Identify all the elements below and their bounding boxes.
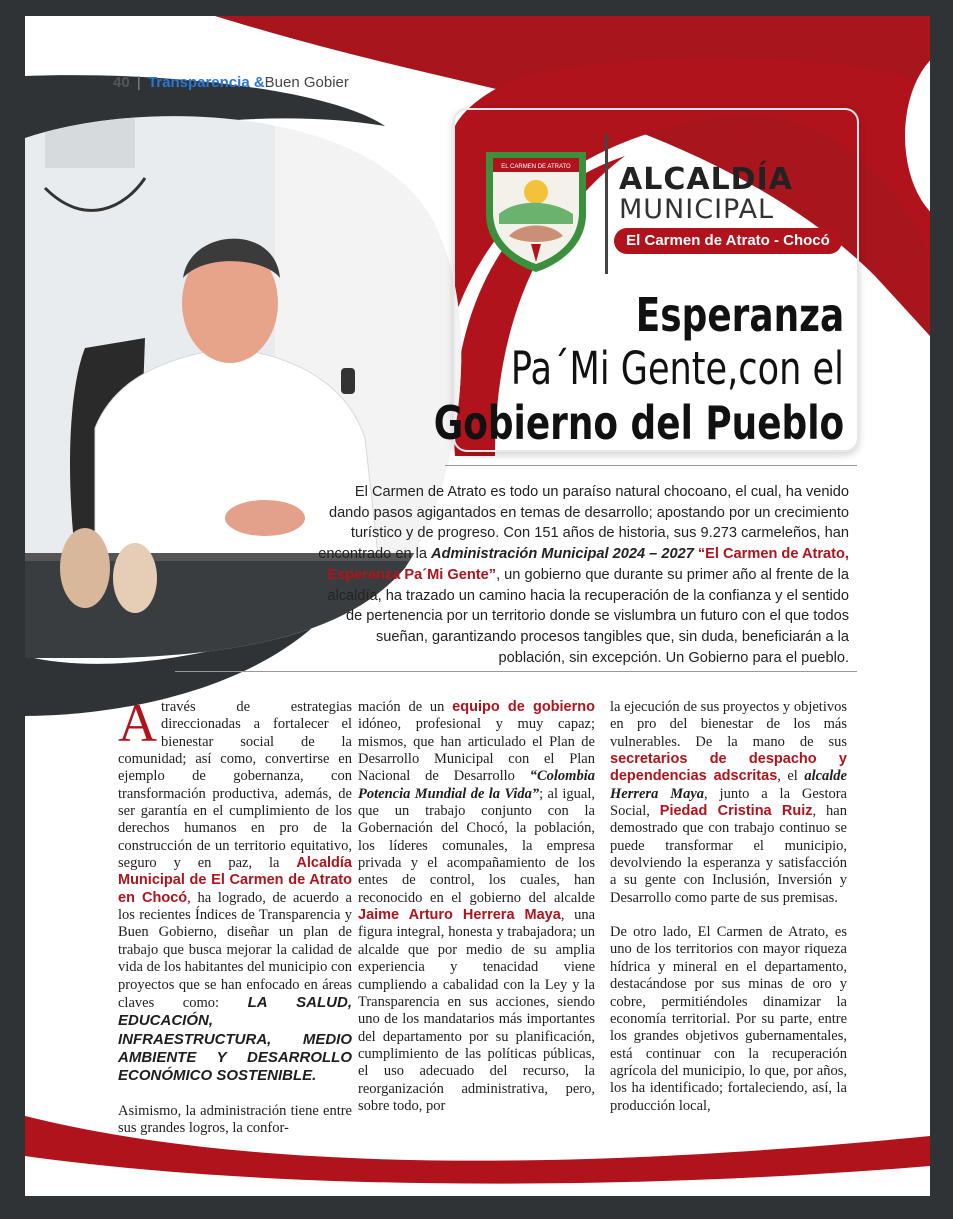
col1-text-1: través de estrategias direccionadas a fortalecer el bienestar social de la comunidad; así como, convertirse en ejemplo de gobernanza, con transformación productiva, además, de ser garantía en el cumplimiento de los derechos humanos en pro de la construcción de un territorio equitativo, seguro y en paz, la bbox=[118, 699, 352, 872]
page-number: 40 bbox=[113, 74, 130, 91]
body-column-1 bbox=[118, 693, 352, 1154]
running-header bbox=[113, 74, 349, 91]
header-word-transparencia: Transparencia bbox=[147, 74, 250, 91]
col2-equipo-highlight: equipo de gobierno bbox=[452, 699, 595, 715]
col3-text-3: , junto a la Gestora Social, bbox=[610, 785, 847, 820]
intro-admin-bold: Administración Municipal 2024 – 2027 bbox=[431, 546, 694, 563]
header-word-buen-gobierno: Buen Gobier bbox=[264, 74, 349, 91]
col3-text-2: , el bbox=[777, 768, 805, 785]
title-line-2: Pa´Mi Gente,con el bbox=[511, 342, 844, 395]
body-column-2 bbox=[358, 699, 595, 1132]
intro-text-1: El Carmen de Atrato es todo un paraíso natural chocoano, el cual, ha venido dando pasos agigantados en temas de desarrollo; apostando por un crecimiento turístico y de progreso. Con 151 años de historia, sus 9.273 carmeleños, han encontrado en la bbox=[318, 484, 849, 563]
title-line-1: Esperanza bbox=[635, 288, 844, 342]
col2-mayor-name: Jaime Arturo Herrera Maya bbox=[358, 907, 561, 924]
col3-secretarios-highlight: secretarios de despacho y dependencias adscritas bbox=[610, 751, 847, 785]
rule-bottom bbox=[175, 671, 857, 672]
logo-municipality-pill: El Carmen de Atrato - Chocó bbox=[614, 228, 842, 254]
col3-paragraph-2: De otro lado, El Carmen de Atrato, es uno de los territorios con mayor riqueza hídrica y mineral en el departamento, destacándose por sus minas de oro y cobre, permitiéndoles dinamizar la economía territorial. Por su parte, entre los grandes objetivos gubernamentales, está continuar con la recuperación agrícola del municipio, lo que, por años, los ha identificado; fortaleciendo, así, la producción local, bbox=[610, 924, 847, 1114]
col2-text-4: , una figura integral, honesta y trabajadora; un alcalde que por medio de su amplia experiencia y tenacidad viene cumpliendo a cabalidad con la Ley y la Transparencia en sus acciones, siendo uno de los mandatarios más importantes del departamento por su planificación, cumplimiento de las políticas públicas, el uso adecuado del recurso, la reorganización administrativa, pero, sobre todo, por bbox=[358, 907, 596, 1114]
header-separator: | bbox=[136, 74, 141, 91]
shield-caption: EL CARMEN DE ATRATO bbox=[501, 164, 571, 170]
col1-key-areas: LA SALUD, EDUCACIÓN, INFRAESTRUCTURA, MEDIO AMBIENTE Y DESARROLLO ECONÓMICO SOSTENIBLE. bbox=[118, 993, 352, 1085]
magazine-page bbox=[25, 16, 930, 1196]
logo-divider bbox=[605, 134, 608, 274]
col2-text-3: ; al igual, que un trabajo conjunto con la Gobernación del Chocó, la población, los líderes comunales, la empresa privada y el acompañamiento de los entes de control, los cuales, han reconocido en el gobierno del alcalde bbox=[358, 785, 595, 906]
col2-plan-nacional: “Colombia Potencia Mundial de la Vida” bbox=[358, 768, 595, 802]
intro-text-2: , un gobierno que durante su primer año al frente de la alcaldía, ha trazado un camino hacia la recuperación de la confianza y el sentido de pertenencia por un territorio donde se vislumbra un futuro con el que todos sueñan, garantizando procesos tangibles que, sin duda, beneficiarán a la población, sin excepción. Un Gobierno para el pueblo. bbox=[327, 566, 849, 666]
col1-alcaldia-highlight: Alcaldía Municipal de El Carmen de Atrato en Chocó bbox=[118, 855, 352, 906]
logo-municipal: MUNICIPAL bbox=[619, 194, 775, 225]
col1-paragraph-2: Asimismo, la administración tiene entre sus grandes logros, la confor- bbox=[118, 1102, 352, 1136]
col1-text-2: , ha logrado, de acuerdo a los recientes Índices de Transparencia y Buen Gobierno, diseñar un plan de trabajo que busca mejorar la calidad de vida de los habitantes del municipio con proyectos que se han enfocado en áreas claves como: bbox=[118, 889, 352, 1011]
drop-cap: A bbox=[118, 693, 157, 753]
header-ampersand: & bbox=[253, 74, 265, 91]
municipal-shield-icon bbox=[481, 144, 591, 274]
col3-text-4: , han demostrado que con trabajo continuo se puede transformar el municipio, devolviendo la esperanza y satisfacción a su gente con Inclusión, Inversión y Desarrollo como parte de sus premisas. bbox=[610, 803, 847, 906]
col2-text-1: mación de un bbox=[358, 699, 453, 715]
intro-paragraph bbox=[313, 482, 849, 668]
body-column-3 bbox=[610, 699, 847, 1132]
col3-alcalde-italic: alcalde Herrera Maya bbox=[610, 768, 847, 802]
logo-alcaldia: ALCALDÍA bbox=[619, 162, 793, 197]
col3-gestora-name: Piedad Cristina Ruiz bbox=[659, 803, 813, 820]
col3-text-1: la ejecución de sus proyectos y objetivos en pro del bienestar de los más vulnerables. De la mano de sus bbox=[610, 699, 847, 750]
rule-top bbox=[445, 465, 857, 466]
intro-slogan: “El Carmen de Atrato, Esperanza Pa´Mi Gente” bbox=[327, 546, 849, 583]
col2-text-2: idóneo, profesional y muy capaz; mismos, que han articulado el Plan de Desarrollo Municipal con el Plan Nacional de Desarrollo bbox=[358, 716, 595, 785]
title-line-3: Gobierno del Pueblo bbox=[433, 396, 844, 450]
